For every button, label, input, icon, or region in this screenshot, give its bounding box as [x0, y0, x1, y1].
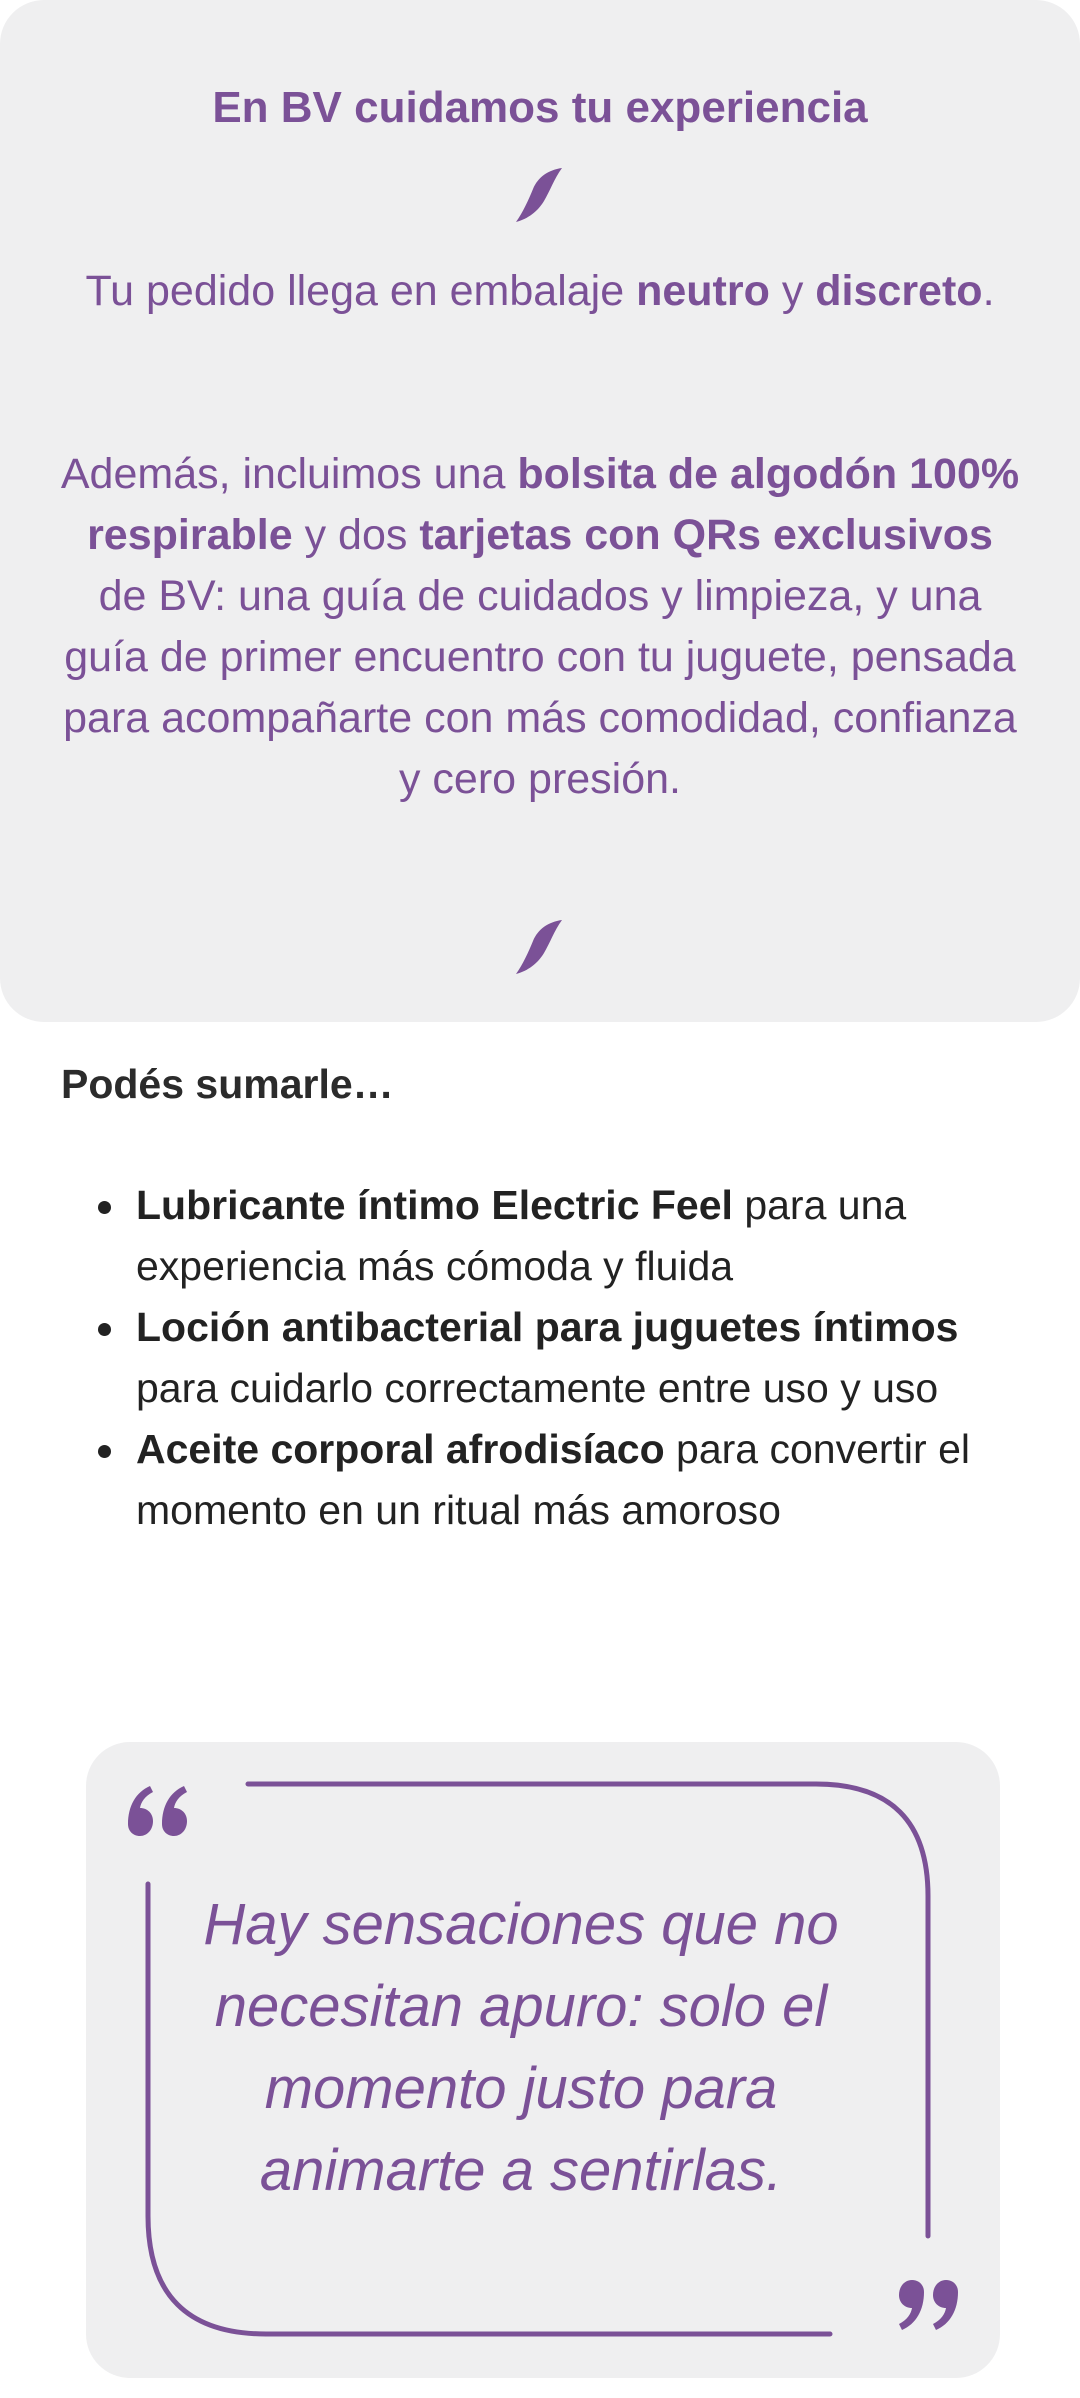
list-item-text: para convertir el momento en un ritual más amoroso	[136, 1426, 970, 1533]
leaf-icon	[514, 917, 566, 977]
list-item-bold: Lubricante íntimo Electric Feel	[136, 1182, 733, 1228]
list-item	[136, 1175, 1016, 1297]
close-quote-icon	[892, 2278, 962, 2332]
extras-text-part: y dos	[292, 511, 420, 559]
addons-title: Podés sumarle…	[61, 1061, 394, 1107]
quote-card	[86, 1742, 1000, 2378]
packaging-text-part: .	[982, 267, 995, 315]
packaging-bold-neutral: neutro	[636, 267, 770, 315]
list-item	[136, 1297, 1016, 1419]
bullet	[98, 1323, 111, 1336]
info-card	[0, 0, 1080, 1022]
addons-list	[136, 1175, 1016, 1541]
open-quote-icon	[124, 1784, 194, 1838]
bullet	[98, 1201, 111, 1214]
leaf-icon	[514, 165, 566, 225]
packaging-text-part: Tu pedido llega en embalaje	[85, 267, 637, 315]
list-item-bold: Aceite corporal afrodisíaco	[136, 1426, 665, 1472]
extras-text-part: Además, incluimos una	[60, 450, 518, 498]
extras-text-part: de BV: una guía de cuidados y limpieza, y una guía de primer encuentro con tu juguete, pensada para acompañarte con más comodidad, confianza y cero presión.	[63, 572, 1017, 803]
extras-bold-bag: bolsita de algodón 100% respirable	[87, 450, 1020, 559]
list-item	[136, 1419, 1016, 1541]
list-item-bold: Loción antibacterial para juguetes íntimos	[136, 1304, 959, 1350]
bullet	[98, 1445, 111, 1458]
list-item-text: para una experiencia más cómoda y fluida	[136, 1182, 907, 1289]
list-item-text: para cuidarlo correctamente entre uso y uso	[136, 1365, 939, 1411]
packaging-bold-discreet: discreto	[815, 267, 983, 315]
packaging-text	[60, 261, 1020, 322]
extras-text	[60, 444, 1020, 810]
info-title: En BV cuidamos tu experiencia	[212, 83, 868, 132]
packaging-text-part: y	[769, 267, 816, 315]
extras-bold-cards: tarjetas con QRs exclusivos	[419, 511, 993, 559]
quote-text: Hay sensaciones que no necesitan apuro: solo el momento justo para animarte a sentirlas.	[203, 1892, 839, 2203]
